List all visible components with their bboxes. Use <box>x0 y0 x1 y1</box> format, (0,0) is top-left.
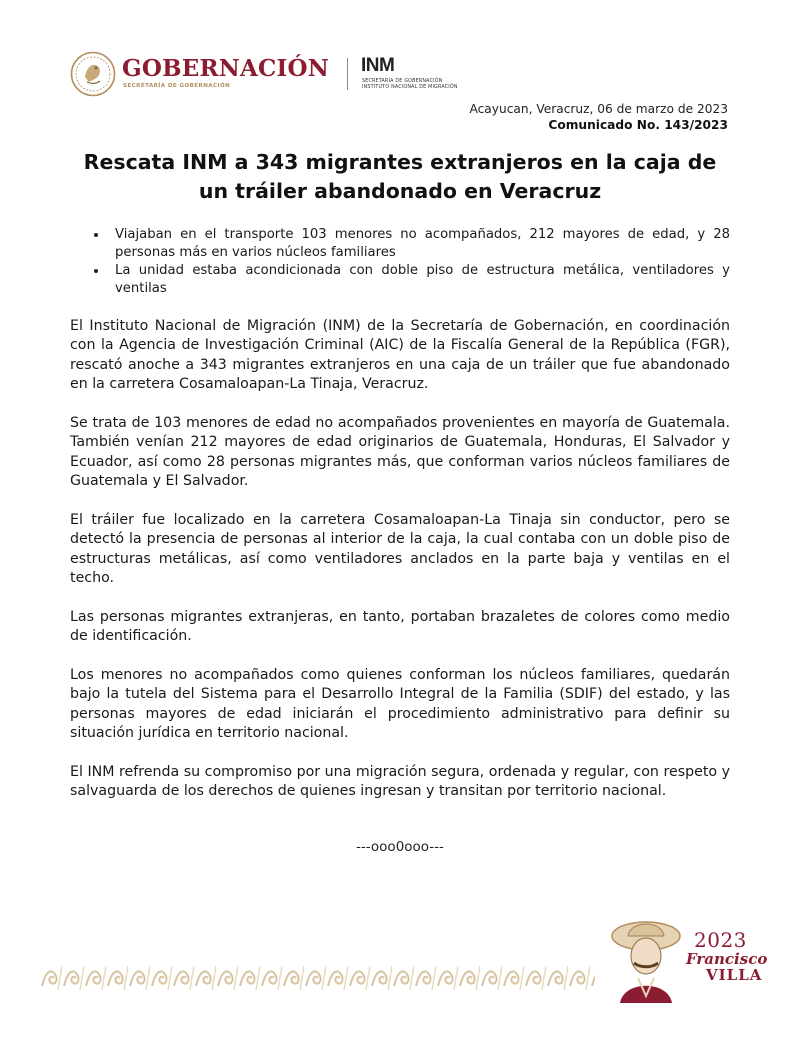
header-divider <box>347 58 348 90</box>
headline: Rescata INM a 343 migrantes extranjeros en la caja de un tráiler abandonado en Veracruz <box>83 150 717 203</box>
footer-name-first: Francisco <box>686 950 768 968</box>
summary-bullets <box>92 226 730 298</box>
inm-logo: INM <box>361 55 395 76</box>
footer-name-last: VILLA <box>706 966 763 984</box>
body-paragraph: El Instituto Nacional de Migración (INM) de la Secretaría de Gobernación, en coordinación con la Agencia de Investigación Criminal (AIC) de la Fiscalía General de la República (FGR), rescató anoche a 343 migrantes extranjeros en una caja de un tráiler que fue abandonado en la carretera Cosamaloapan-La Tinaja, Veracruz. <box>70 318 730 393</box>
gobernacion-subtitle: SECRETARÍA DE GOBERNACIÓN <box>123 83 231 89</box>
body-paragraph: El tráiler fue localizado en la carretera Cosamaloapan-La Tinaja sin conductor, pero se detectó la presencia de personas al interior de la caja, la cual contaba con un doble piso de estructuras metálicas, así como ventiladores anclados en la parte baja y ventilas en el techo. <box>70 512 730 587</box>
comunicado-number: Comunicado No. 143/2023 <box>548 118 728 132</box>
decorative-border <box>40 960 595 994</box>
inm-subtitle-secretaria: SECRETARÍA DE GOBERNACIÓN <box>362 79 443 84</box>
body-paragraph: Los menores no acompañados como quienes conforman los núcleos familiares, quedarán bajo la tutela del Sistema para el Desarrollo Integral de la Familia (SDIF) del estado, y las personas mayores de edad iniciarán el procedimiento administrativo para definir su situación jurídica en territorio nacional. <box>70 667 730 742</box>
body-paragraph: El INM refrenda su compromiso por una migración segura, ordenada y regular, con respeto y salvaguarda de los derechos de quienes ingresan y transitan por territorio nacional. <box>70 764 730 800</box>
body-paragraph: Se trata de 103 menores de edad no acompañados provenientes en mayoría de Guatemala. También venían 212 mayores de edad originarios de Guatemala, Honduras, El Salvador y Ecuador, así como 28 personas migrantes más, que conforman varios núcleos familiares de Guatemala y El Salvador. <box>70 415 730 490</box>
bullet-item: La unidad estaba acondicionada con doble piso de estructura metálica, ventiladores y ventilas <box>92 262 730 297</box>
header <box>70 50 490 100</box>
closing-mark: ---ooo0ooo--- <box>356 839 444 855</box>
gobernacion-title: GOBERNACIÓN <box>122 55 329 82</box>
inm-subtitle-instituto: INSTITUTO NACIONAL DE MIGRACIÓN <box>362 85 458 90</box>
footer-year: 2023 <box>694 928 747 952</box>
body-paragraph: Las personas migrantes extranjeras, en tanto, portaban brazaletes de colores como medio de identificación. <box>70 609 730 645</box>
bullet-item: Viajaban en el transporte 103 menores no acompañados, 212 mayores de edad, y 28 personas más en varios núcleos familiares <box>92 226 730 261</box>
place-date: Acayucan, Veracruz, 06 de marzo de 2023 <box>469 102 728 116</box>
national-seal-icon <box>70 51 116 97</box>
